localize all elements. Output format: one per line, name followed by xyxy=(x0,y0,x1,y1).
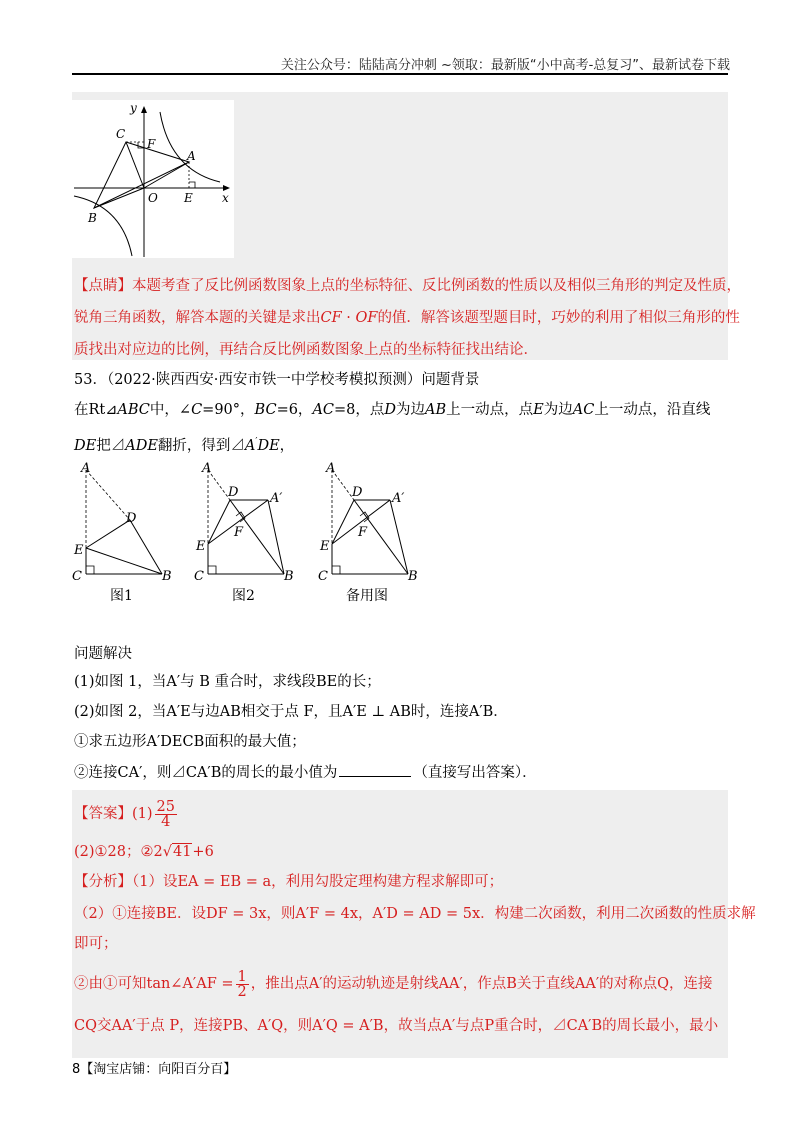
p1-eq90: =90°， xyxy=(202,402,255,418)
p1-abc: ABC xyxy=(117,402,150,418)
p1-a: 在 xyxy=(74,402,89,418)
answer-radicand: 41 xyxy=(172,844,192,860)
dianjing-tag: 【点睛】 xyxy=(74,278,132,294)
analysis-numerator: 1 xyxy=(237,968,247,985)
answer-part2: (2)①28；②2 xyxy=(74,844,163,860)
fig2-D: D xyxy=(228,485,239,500)
question-2: (2)如图 2，当A′E与边AB相交于点 F，且A′E ⊥ AB时，连接A′B． xyxy=(74,704,508,720)
p2-tri2: ⊿ xyxy=(230,437,245,454)
p1-e3: 为边 xyxy=(543,402,573,418)
fig3-C: C xyxy=(318,569,328,584)
answer-part1: (1) xyxy=(132,806,153,822)
geometry-figures xyxy=(70,458,430,608)
fig3-D: D xyxy=(352,485,363,500)
fig1-B: B xyxy=(162,569,172,584)
analysis-tag: 【分析】 xyxy=(74,874,132,890)
p1-e: E xyxy=(533,402,544,418)
fig1-C: C xyxy=(72,569,82,584)
p1-angle: ∠ xyxy=(178,402,192,418)
page-header: 关注公众号：陆陆高分冲刺 ~领取：最新版“小中高考-总复习”、最新试卷下载 xyxy=(280,58,730,73)
analysis-line-1 xyxy=(74,872,503,892)
dianjing-line-2 xyxy=(74,308,740,328)
fig2-caption: 图2 xyxy=(232,588,255,604)
header-rule xyxy=(72,73,728,75)
label-y: y xyxy=(130,101,137,115)
label-E: E xyxy=(184,191,193,205)
dianjing-text-2a: 锐角三角函数，解答本题的关键是求出 xyxy=(74,310,321,326)
analysis-4-pre: ②由①可知tan∠A′AF = xyxy=(74,976,234,992)
solve-title: 问题解决 xyxy=(74,646,132,662)
p1-e4: 上一动点，沿直线 xyxy=(594,402,711,418)
p2-c: ， xyxy=(279,437,295,454)
p1-tri: ⊿ xyxy=(105,402,118,418)
q2b-post: （直接写出答案）． xyxy=(413,765,537,781)
fig2-B: B xyxy=(284,569,294,584)
hyperbola-figure xyxy=(72,100,234,258)
p1-e1: 为边 xyxy=(396,402,426,418)
analysis-line-2: （2）①连接BE．设DF = 3x，则A′F = 4x，A′D = AD = 5x．构建二次函数，利用二次函数的性质求解 xyxy=(74,906,756,922)
p2-de: DE xyxy=(74,437,97,454)
label-O: O xyxy=(148,191,158,205)
p1-ac2: AC xyxy=(572,402,595,418)
question-2b xyxy=(74,762,537,783)
page-footer xyxy=(72,1058,236,1077)
answer-denominator: 4 xyxy=(161,813,171,830)
p2-ade: ADE xyxy=(125,437,158,454)
dianjing-dot: · xyxy=(341,310,356,326)
p2-b: 翻折，得到 xyxy=(157,437,231,454)
dianjing-of: OF xyxy=(355,310,378,326)
p2-de2: DE xyxy=(257,437,280,454)
analysis-line-5: CQ交AA′于点 P，连接PB、A′Q，则A′Q = A′B，故当点A′与点P重合时，⊿CA′B的周长最小，最小 xyxy=(74,1018,719,1034)
dianjing-line-3: 质找出对应边的比例，再结合反比例函数图象上点的坐标特征找出结论． xyxy=(74,342,538,358)
dianjing-line-1 xyxy=(74,276,741,296)
q2b-pre: ②连接CA′，则⊿CA′B的周长的最小值为 xyxy=(74,765,338,781)
fig1-D: D xyxy=(126,511,137,526)
analysis-line-4 xyxy=(74,966,713,1002)
p1-rt: Rt xyxy=(88,402,106,418)
p1-ab: AB xyxy=(425,402,447,418)
dianjing-text-1: 本题考查了反比例函数图象上点的坐标特征、反比例函数的性质以及相似三角形的判定及性质， xyxy=(132,278,741,294)
fig2-C: C xyxy=(194,569,204,584)
label-C: C xyxy=(116,127,126,141)
page-number: 8 xyxy=(72,1062,81,1077)
analysis-fraction xyxy=(236,970,249,999)
fig3-B: B xyxy=(408,569,418,584)
fig2-Ap: A′ xyxy=(270,491,283,506)
p2-prime: ′ xyxy=(255,437,258,447)
dianjing-cf: CF xyxy=(320,310,342,326)
answer-blank[interactable] xyxy=(339,762,411,777)
dianjing-text-2b: 的值．解答该题型题目时，巧妙的利用了相似三角形的性 xyxy=(377,310,740,326)
analysis-4-post: ，推出点A′的运动轨迹是射线AA′，作点B关于直线AA′的对称点Q，连接 xyxy=(250,976,713,992)
fig1-A: A xyxy=(81,461,91,476)
answer-line-2: (2)①28；②2√41+6 xyxy=(74,844,214,860)
p1-b: 中， xyxy=(149,402,179,418)
answer-plus: +6 xyxy=(192,844,214,860)
question-1: (1)如图 1，当A′与 B 重合时，求线段BE的长； xyxy=(74,674,381,690)
answer-line-1 xyxy=(74,796,179,832)
shop-label: 【淘宝店铺：向阳百分百】 xyxy=(80,1062,237,1077)
analysis-text-1: （1）设EA = EB = a，利用勾股定理构建方程求解即可； xyxy=(132,874,504,890)
question-2a: ①求五边形A′DECB面积的最大值； xyxy=(74,734,306,750)
label-F: F xyxy=(147,137,156,151)
p2-a: 把 xyxy=(96,437,111,454)
fig3-E: E xyxy=(320,539,330,554)
fig2-E: E xyxy=(196,539,206,554)
p1-d: D xyxy=(384,402,397,418)
fig3-caption: 备用图 xyxy=(346,588,388,604)
p1-c: C xyxy=(191,402,203,418)
label-x: x xyxy=(222,191,229,205)
fig1-caption: 图1 xyxy=(110,588,133,604)
answer-numerator: 25 xyxy=(156,798,175,815)
fig3-A: A xyxy=(326,461,336,476)
analysis-line-3: 即可； xyxy=(74,936,118,952)
p1-eq8: =8，点 xyxy=(334,402,385,418)
fig3-Ap: A′ xyxy=(392,491,405,506)
fig3-F: F xyxy=(358,525,368,540)
fig1-E: E xyxy=(74,543,84,558)
answer-tag: 【答案】 xyxy=(74,806,132,822)
p1-e2: 上一动点，点 xyxy=(446,402,534,418)
p1-ac: AC xyxy=(312,402,335,418)
label-A: A xyxy=(187,149,196,163)
problem-title: 53．（2022·陕西西安·西安市铁一中学校考模拟预测）问题背景 xyxy=(74,372,480,388)
fig2-F: F xyxy=(234,525,244,540)
problem-line-1 xyxy=(74,400,710,420)
p2-ap: A xyxy=(244,437,256,454)
p1-eq6: =6， xyxy=(276,402,313,418)
label-B: B xyxy=(88,211,97,225)
analysis-denominator: 2 xyxy=(237,983,247,1000)
p1-bc: BC xyxy=(254,402,277,418)
problem-line-2 xyxy=(74,432,294,456)
answer-fraction xyxy=(155,800,177,829)
p2-tri: ⊿ xyxy=(110,437,126,454)
fig2-A: A xyxy=(202,461,212,476)
